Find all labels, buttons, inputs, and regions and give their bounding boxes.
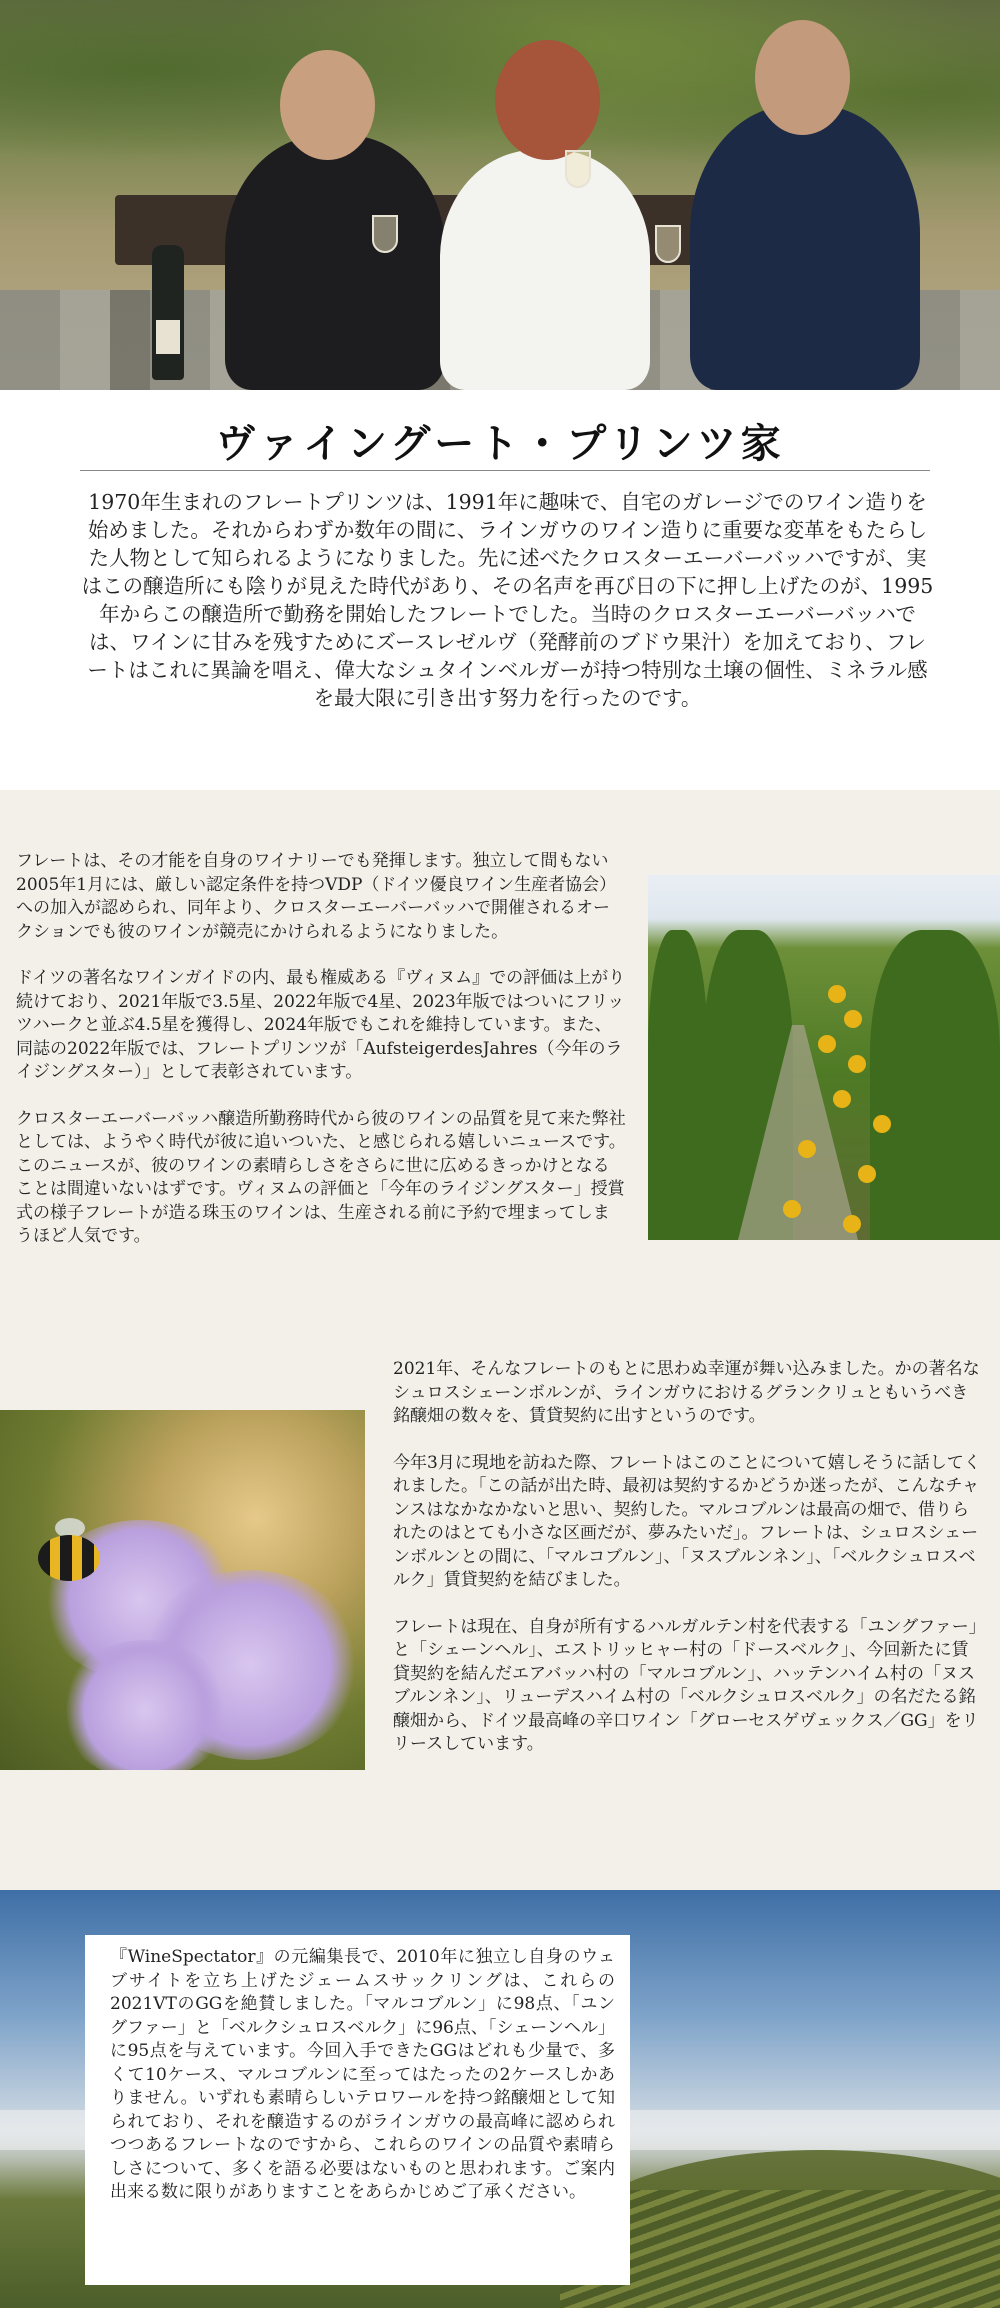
sunflower [818,1035,836,1053]
review-text: 『WineSpectator』の元編集長で、2010年に独立し自身のウェブサイトを立ち上げたジェームスサックリングは、これらの2021VTのGGを絶賛しました。「マルコブルン」に98点、「ユングファー」と「ベルクシュロスベルク」に96点、「シェーンヘル」に95点を与えています。今回入手できたGGはどれも少量で、多くて10ケース、マルコブルンに至ってはたったの2ケースしかありません。いずれも素晴らしいテロワールを持つ銘醸畑として知られており、それを醸造するのがラインガウの最高峰に認められつつあるフレートなのですから、これらのワインの品質や素晴らしさについて、多くを語る必要はないものと思われます。ご案内出来る数に限りがありますことをあらかじめご了承ください。 [110,1947,615,2202]
person-right [690,105,920,390]
sunflower [873,1115,891,1133]
vine-row [870,930,1000,1240]
vine-row [648,930,708,1240]
sunflower [843,1215,861,1233]
paragraph: ドイツの著名なワインガイドの内、最も権威ある『ヴィヌム』での評価は上がり続けており、2021年版で3.5星、2022年版で4星、2023年版ではついにフリッツハークと並ぶ4.5星を獲得し、2024年版でもこれを維持しています。また、同誌の2022年版では、フレートプリンツが「AufsteigerdesJahres（今年のライジングスター）」として表彰されています。 [16,968,626,1082]
title-divider [80,470,930,471]
sunflower [828,985,846,1003]
paragraph: フレートは、その才能を自身のワイナリーでも発揮します。独立して間もない2005年1月には、厳しい認定条件を持つVDP（ドイツ優良ワイン生産者協会）への加入が認められ、同年より、クロスターエーバーバッハで開催されるオークションでも彼のワインが競売にかけられるようになりました。 [16,851,617,942]
intro-paragraph: 1970年生まれのフレートプリンツは、1991年に趣味で、自宅のガレージでのワイン造りを始めました。それからわずか数年の間に、ラインガウのワイン造りに重要な変革をもたらした人物として知られるようになりました。先に述べたクロスターエーバーバッハですが、実はこの醸造所にも陰りが見えた時代があり、その名声を再び日の下に押し上げたのが、1995年からこの醸造所で勤務を開始したフレートでした。当時のクロスターエーバーバッハでは、ワインに甘みを残すためにズースレゼルヴ（発酵前のブドウ果汁）を加えており、フレートはこれに異論を唱え、偉大なシュタインベルガーが持つ特別な土壌の個性、ミネラル感を最大限に引き出す努力を行ったのです。 [81,490,934,710]
text-block-lease [393,1358,983,1780]
wine-glass [372,215,398,253]
text-block-career [16,850,626,1272]
wine-glass [655,225,681,263]
phacelia-flower [60,1640,230,1770]
person-left-head [280,50,375,160]
page-title: ヴァイングート・プリンツ家 [215,420,785,467]
bee-on-flower-photo [0,1410,365,1770]
wine-glass [565,150,591,188]
vineyard-sunflower-photo [648,875,1000,1240]
person-center-head [495,40,600,160]
paragraph: 今年3月に現地を訪ねた際、フレートはこのことについて嬉しそうに話してくれました。「この話が出た時、最初は契約するかどうか迷ったが、こんなチャンスはなかなかないと思い、契約した。マルコブルンは最高の畑で、借りられたのはとても小さな区画だが、夢みたいだ」。フレートは、シュロスシェーンボルンとの間に、「マルコブルン」、「ヌスブルンネン」、「ベルクシュロスベルク」賃貸契約を結びました。 [393,1452,981,1590]
sunflower [798,1140,816,1158]
person-center [440,150,650,390]
sunflower [833,1090,851,1108]
paragraph: フレートは現在、自身が所有するハルガルテン村を代表する「ユングファー」と「シェーンヘル」、エストリッヒャー村の「ドースベルク」、今回新たに賃貸契約を結んだエアバッハ村の「マルコブルン」、ハッテンハイム村の「ヌスブルンネン」、リューデスハイム村の「ベルクシュロスベルク」の名だたる銘醸畑から、ドイツ最高峰の辛口ワイン「グローセスゲヴェックス／GG」をリリースしています。 [393,1616,979,1754]
wine-bottle [152,245,184,380]
sunflower [848,1055,866,1073]
content-section [0,790,1000,1890]
person-left [225,135,445,390]
landscape-photo [0,1890,1000,2308]
sunflower [858,1165,876,1183]
sunflower [783,1200,801,1218]
hero-photo [0,0,1000,390]
sunflower [844,1010,862,1028]
paragraph: クロスターエーバーバッハ醸造所勤務時代から彼のワインの品質を見て来た弊社としては、ようやく時代が彼に追いついた、と感じられる嬉しいニュースです。このニュースが、彼のワインの素晴らしさをさらに世に広めるきっかけとなることは間違いないはずです。ヴィヌムの評価と「今年のライジングスター」授賞式の様子フレートが造る珠玉のワインは、生産される前に予約で埋まってしまうほど人気です。 [16,1108,626,1246]
wine-bottle-label [156,320,180,354]
bumblebee [38,1535,100,1581]
paragraph: 2021年、そんなフレートのもとに思わぬ幸運が舞い込みました。かの著名なシュロスシェーンボルンが、ラインガウにおけるグランクリュともいうべき銘醸畑の数々を、賃貸契約に出すというのです。 [393,1359,980,1426]
person-right-head [755,20,850,135]
title-section [0,390,1000,790]
